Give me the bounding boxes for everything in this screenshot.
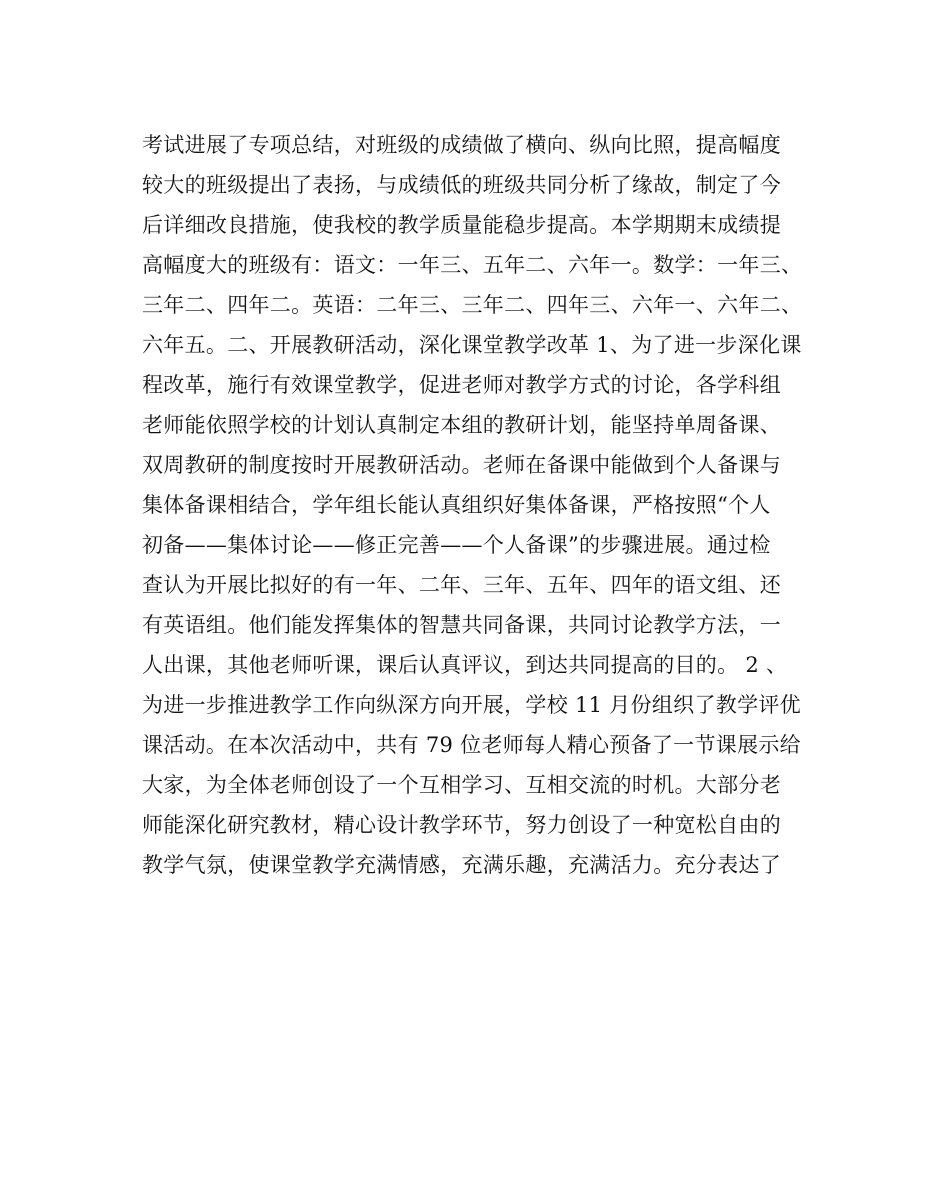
text-line: 双周教研的制度按时开展教研活动。老师在备课中能做到个人备课与	[142, 453, 781, 477]
text-line: 老师能依照学校的计划认真制定本组的教研计划，能坚持单周备课、	[142, 413, 781, 437]
text-line: 六年五。二、开展教研活动，深化课堂教学改革 1、为了进一步深化课	[142, 333, 802, 357]
text-line: 教学气氛，使课堂教学充满情感，充满乐趣，充满活力。充分表达了	[142, 853, 781, 877]
text-line: 人出课，其他老师听课，课后认真评议，到达共同提高的目的。 2 、	[142, 653, 788, 677]
text-line: 高幅度大的班级有：语文：一年三、五年二、六年一。数学：一年三、	[142, 253, 803, 277]
text-line: 课活动。在本次活动中，共有 79 位老师每人精心预备了一节课展示给	[142, 733, 801, 757]
text-line: 集体备课相结合，学年组长能认真组织好集体备课，严格按照“个人	[142, 493, 771, 517]
text-line: 为进一步推进教学工作向纵深方向开展，学校 11 月份组织了教学评优	[142, 693, 801, 717]
body-text	[142, 125, 822, 885]
text-line: 较大的班级提出了表扬，与成绩低的班级共同分析了缘故，制定了今	[142, 173, 781, 197]
text-line: 师能深化研究教材，精心设计教学环节，努力创设了一种宽松自由的	[142, 813, 781, 837]
text-line: 三年二、四年二。英语：二年三、三年二、四年三、六年一、六年二、	[142, 293, 803, 317]
text-line: 程改革，施行有效课堂教学，促进老师对教学方式的讨论，各学科组	[142, 373, 781, 397]
text-line: 大家，为全体老师创设了一个互相学习、互相交流的时机。大部分老	[142, 773, 781, 797]
text-line: 有英语组。他们能发挥集体的智慧共同备课，共同讨论教学方法，一	[142, 613, 781, 637]
text-line: 初备——集体讨论——修正完善——个人备课”的步骤进展。通过检	[142, 533, 771, 557]
text-line: 查认为开展比拟好的有一年、二年、三年、五年、四年的语文组、还	[142, 573, 781, 597]
text-line: 后详细改良措施，使我校的教学质量能稳步提高。本学期期末成绩提	[142, 213, 781, 237]
text-line: 考试进展了专项总结，对班级的成绩做了横向、纵向比照，提高幅度	[142, 133, 781, 157]
